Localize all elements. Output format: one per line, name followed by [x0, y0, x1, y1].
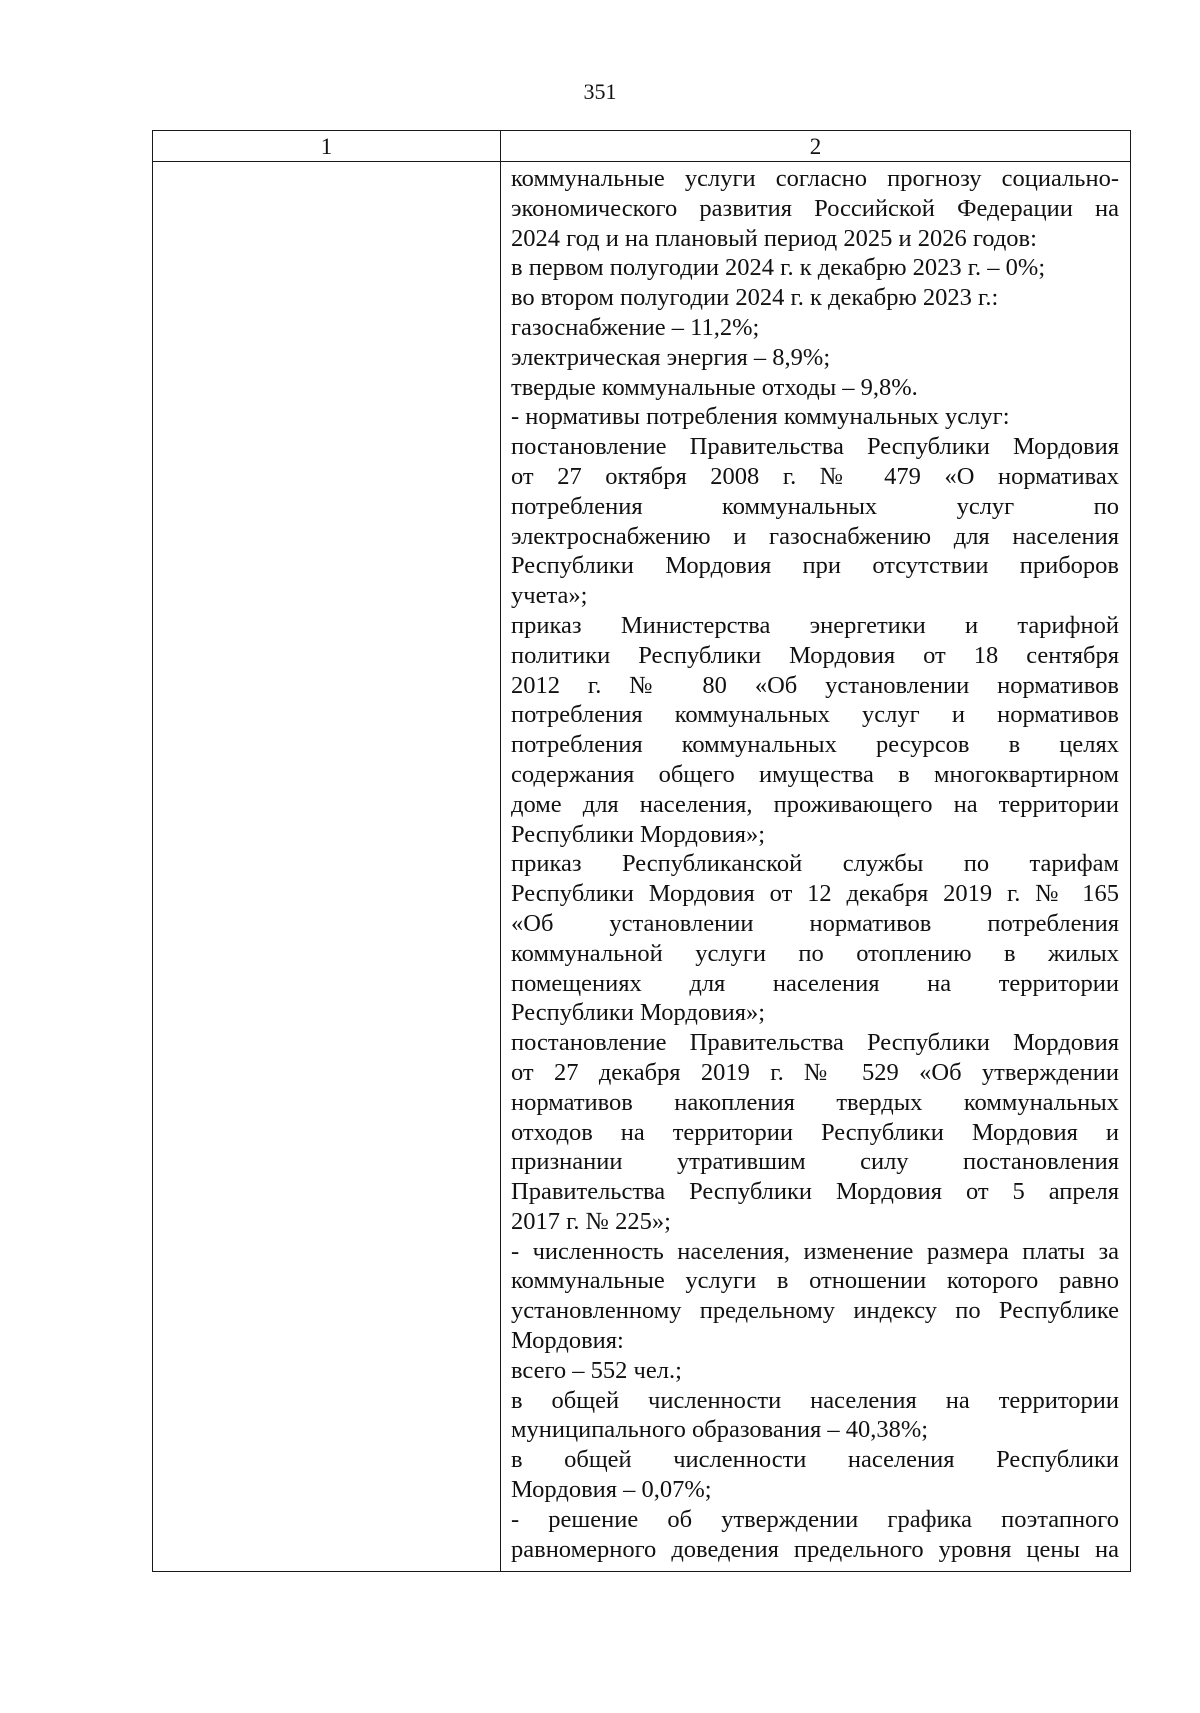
text-line: в первом полугодии 2024 г. к декабрю 2023 г. – 0%;	[511, 254, 1046, 282]
text-line: доме для населения, проживающего на территории	[511, 790, 1119, 818]
text-line: отходов на территории Республики Мордовия и	[511, 1118, 1119, 1146]
text-line: - нормативы потребления коммунальных услуг:	[511, 403, 1010, 431]
text-line: электрическая энергия – 8,9%;	[511, 343, 831, 371]
text-line: Мордовия – 0,07%;	[511, 1476, 712, 1504]
text-line: коммунальные услуги в отношении которого равно	[511, 1267, 1119, 1295]
text-line: Республики Мордовия»;	[511, 820, 766, 848]
text-line: газоснабжение – 11,2%;	[511, 313, 760, 341]
text-line: - численность населения, изменение размера платы за	[511, 1237, 1119, 1265]
text-line: равномерного доведения предельного уровня цены на	[511, 1535, 1119, 1563]
column-2-header: 2	[809, 134, 822, 159]
text-line: в общей численности населения Республики	[511, 1446, 1119, 1474]
text-line: приказ Министерства энергетики и тарифной	[511, 611, 1119, 639]
page-number: 351	[583, 79, 617, 104]
text-line: экономического развития Российской Федерации на	[511, 194, 1119, 222]
text-line: признании утратившим силу постановления	[511, 1148, 1119, 1176]
column-divider	[500, 131, 501, 1571]
text-line: в общей численности населения на территории	[511, 1386, 1119, 1414]
text-line: потребления коммунальных услуг по	[511, 492, 1119, 520]
text-line: всего – 552 чел.;	[511, 1356, 682, 1384]
text-line: твердые коммунальные отходы – 9,8%.	[511, 373, 918, 401]
text-line: коммунальные услуги согласно прогнозу социально-	[511, 165, 1119, 192]
text-line: коммунальной услуги по отоплению в жилых	[511, 939, 1119, 967]
text-line: от 27 октября 2008 г. № 479 «О нормативах	[511, 462, 1119, 490]
text-line: 2024 год и на плановый период 2025 и 2026 годов:	[511, 224, 1037, 252]
text-line: «Об установлении нормативов потребления	[511, 909, 1119, 937]
text-line: политики Республики Мордовия от 18 сентября	[511, 641, 1119, 669]
text-line: - решение об утверждении графика поэтапного	[511, 1505, 1119, 1533]
text-line: электроснабжению и газоснабжению для населения	[511, 522, 1119, 550]
text-line: 2012 г. № 80 «Об установлении нормативов	[511, 671, 1119, 699]
column-1-header: 1	[320, 134, 333, 159]
text-line: муниципального образования – 40,38%;	[511, 1416, 929, 1444]
text-line: постановление Правительства Республики Мордовия	[511, 1029, 1119, 1057]
text-line: от 27 декабря 2019 г. № 529 «Об утверждении	[511, 1058, 1119, 1086]
text-line: учета»;	[511, 582, 588, 610]
text-line: содержания общего имущества в многоквартирном	[511, 760, 1119, 788]
text-line: нормативов накопления твердых коммунальных	[511, 1088, 1119, 1116]
document-table	[152, 130, 1131, 1572]
text-line: установленному предельному индексу по Республике	[511, 1297, 1119, 1325]
text-line: потребления коммунальных ресурсов в целях	[511, 731, 1119, 759]
text-line: постановление Правительства Республики Мордовия	[511, 433, 1119, 461]
text-line: Республики Мордовия от 12 декабря 2019 г. № 165	[511, 880, 1119, 908]
text-line: Республики Мордовия при отсутствии приборов	[511, 552, 1119, 580]
text-line: Мордовия:	[511, 1327, 624, 1355]
text-line: приказ Республиканской службы по тарифам	[511, 850, 1119, 878]
text-line: Республики Мордовия»;	[511, 999, 766, 1027]
text-line: потребления коммунальных услуг и нормативов	[511, 701, 1119, 729]
column-2-body-text	[511, 164, 1119, 1564]
table-header-row	[153, 131, 1130, 162]
text-line: 2017 г. № 225»;	[511, 1207, 671, 1235]
text-line: помещениях для населения на территории	[511, 969, 1119, 997]
text-line: Правительства Республики Мордовия от 5 апреля	[511, 1178, 1119, 1206]
text-line: во втором полугодии 2024 г. к декабрю 2023 г.:	[511, 284, 999, 312]
